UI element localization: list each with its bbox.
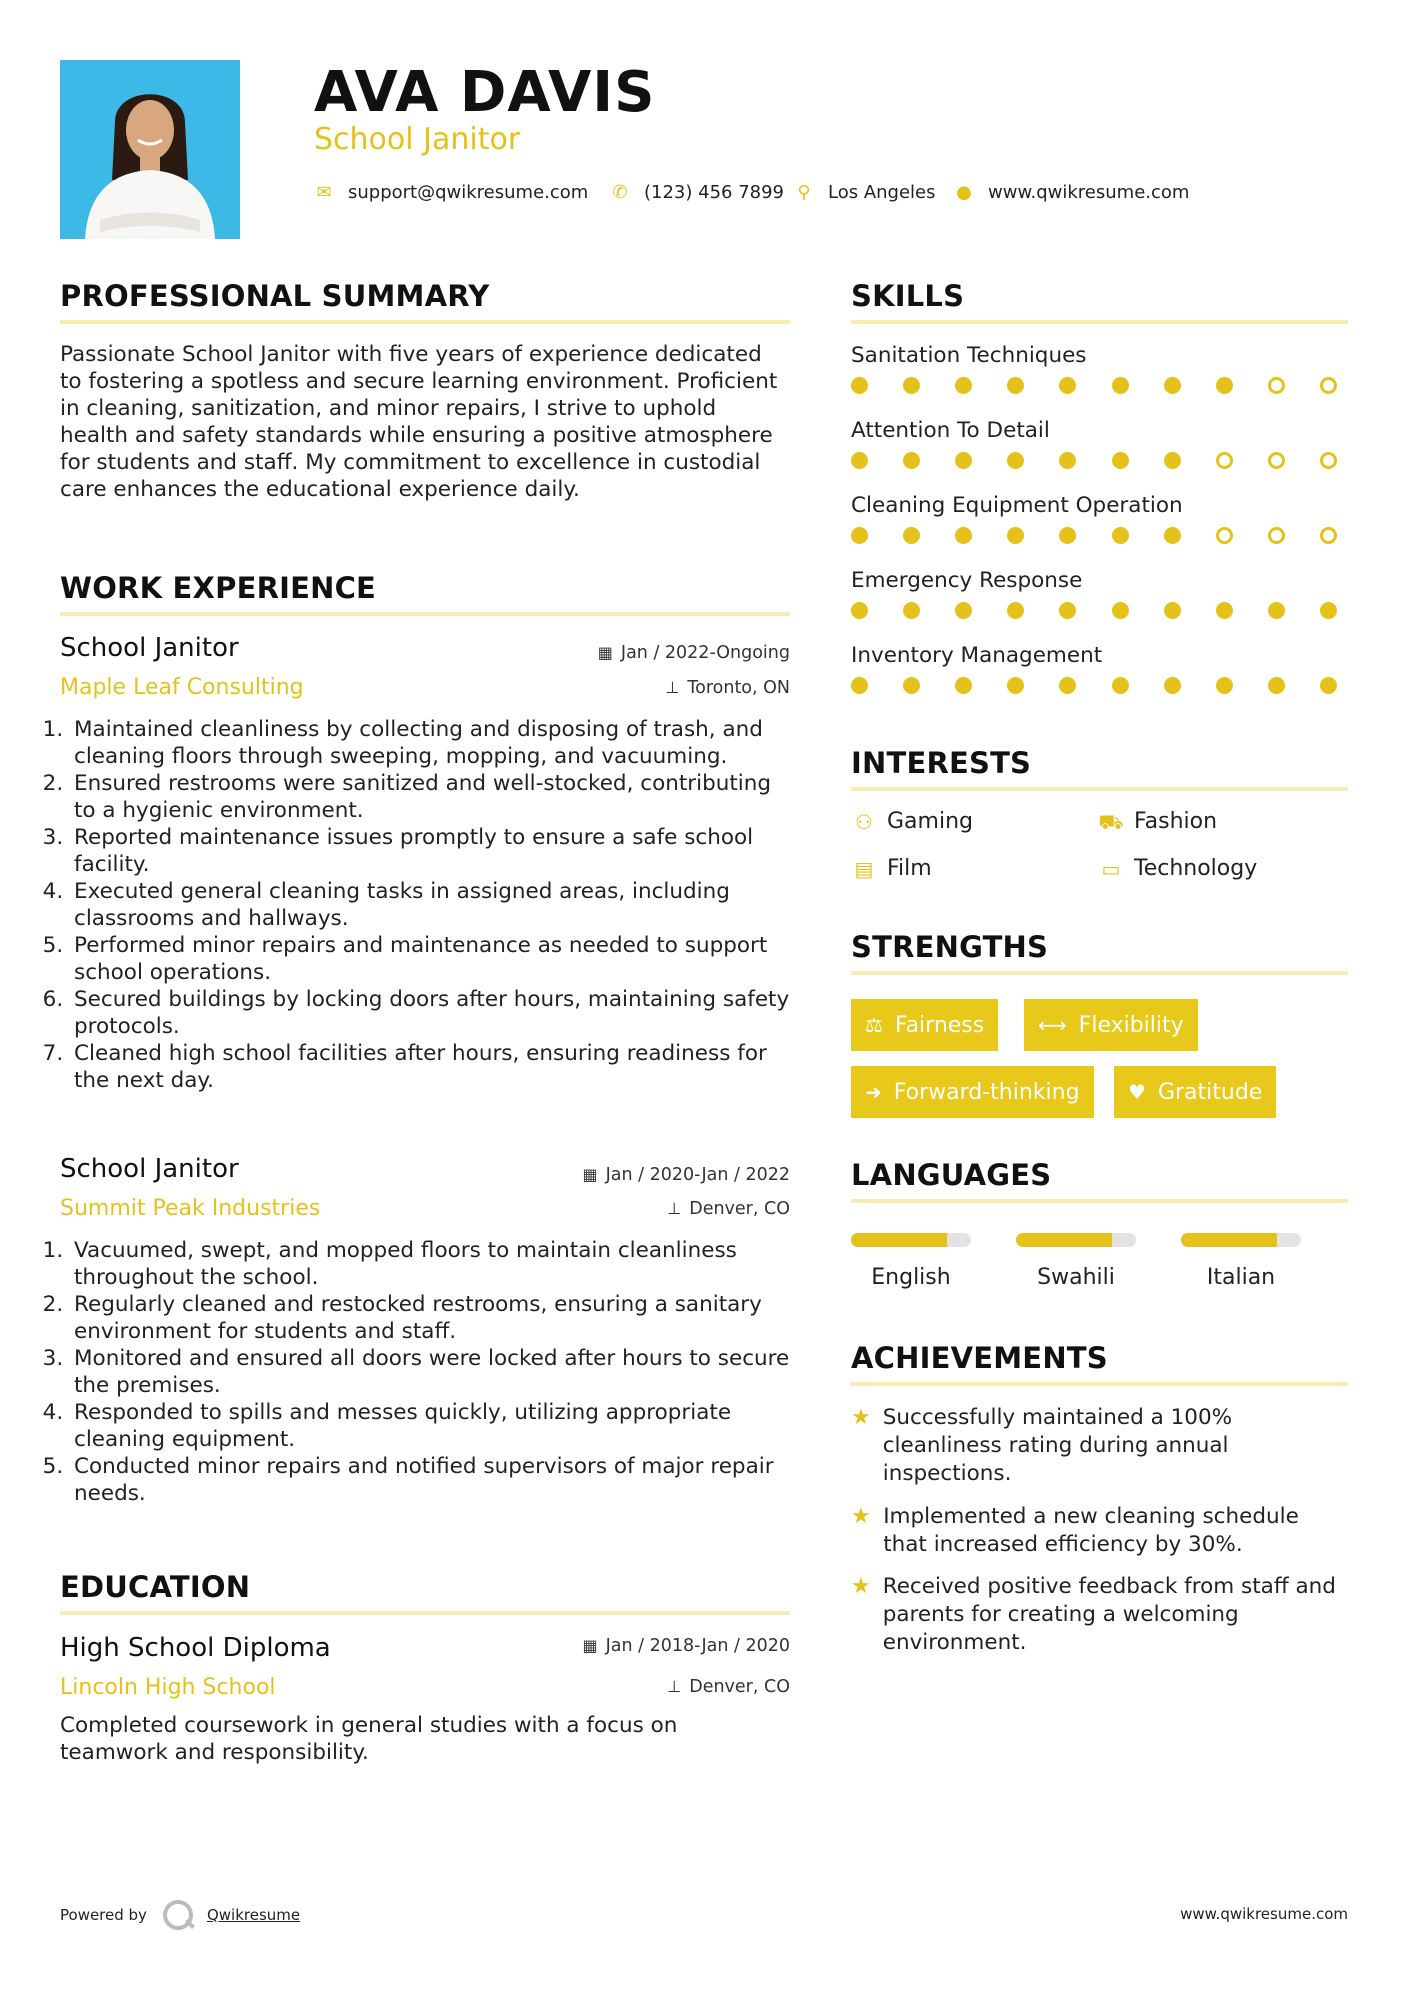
contact-location bbox=[794, 178, 936, 206]
rating-dot-filled bbox=[1216, 377, 1233, 394]
skill-rating bbox=[851, 527, 1337, 544]
star-icon: ★ bbox=[851, 1504, 871, 1529]
rating-dot-filled bbox=[1007, 452, 1024, 469]
achievement-item: ★ Implemented a new cleaning schedule that increased efficiency by 30%. bbox=[851, 1504, 1299, 1557]
duty-item: 4. Responded to spills and messes quickly, utilizing appropriate cleaning equipment. bbox=[70, 1399, 792, 1453]
rating-dot-filled bbox=[903, 677, 920, 694]
interests-divider bbox=[851, 787, 1348, 791]
rating-dot-filled bbox=[1112, 452, 1129, 469]
powered-by-label: Powered by bbox=[60, 1906, 147, 1924]
envelope-icon: ✉ bbox=[316, 181, 332, 203]
location-text: Los Angeles bbox=[828, 181, 936, 203]
phone-icon: ✆ bbox=[612, 181, 628, 203]
language-name: Italian bbox=[1206, 1265, 1276, 1290]
language-item bbox=[1016, 1233, 1136, 1292]
pin-icon: ⊥ bbox=[665, 678, 680, 697]
laptop-icon: ▭ bbox=[1101, 857, 1121, 881]
rating-dot-filled bbox=[903, 527, 920, 544]
rating-dot-empty bbox=[1320, 377, 1337, 394]
job-title-1: School Janitor bbox=[60, 633, 239, 663]
rating-dot-filled bbox=[851, 602, 868, 619]
education-location: ⊥ Denver, CO bbox=[667, 1677, 790, 1697]
skills-heading: SKILLS bbox=[851, 279, 965, 313]
summary-text: Passionate School Janitor with five years of experience dedicated to fostering a spotless and secure learning environment. Proficient in cleaning, sanitization, and minor repairs, I strive to uphold health and safety standards while ensuring a positive atmosphere for students and staff. My commitment to excellence in custodial care enhances the educational experience daily. bbox=[60, 342, 778, 502]
strength-forward-thinking: ➜ Forward-thinking bbox=[851, 1066, 1094, 1118]
rating-dot-empty bbox=[1268, 377, 1285, 394]
rating-dot-empty bbox=[1268, 452, 1285, 469]
duty-item: 2. Ensured restrooms were sanitized and well-stocked, contributing to a hygienic environment. bbox=[70, 770, 792, 824]
skill-row bbox=[851, 417, 1348, 492]
shopping-bag-icon: ⛟ bbox=[1098, 810, 1124, 834]
map-marker-icon: ⚲ bbox=[797, 181, 811, 203]
duties-list-2 bbox=[52, 1237, 792, 1507]
strength-gratitude: ♥ Gratitude bbox=[1114, 1066, 1276, 1118]
education-divider bbox=[60, 1611, 790, 1615]
globe-icon: ● bbox=[956, 181, 972, 203]
rating-dot-filled bbox=[955, 602, 972, 619]
interest-gaming: ⚇ Gaming bbox=[851, 808, 973, 836]
duty-item: 7. Cleaned high school facilities after hours, ensuring readiness for the next day. bbox=[70, 1040, 792, 1094]
contact-email[interactable] bbox=[314, 178, 588, 206]
rating-dot-filled bbox=[1216, 677, 1233, 694]
duty-item: 1. Maintained cleanliness by collecting and disposing of trash, and cleaning floors through sweeping, mopping, and vacuuming. bbox=[70, 716, 792, 770]
duty-item: 6. Secured buildings by locking doors after hours, maintaining safety protocols. bbox=[70, 986, 792, 1040]
achievement-item: ★ Received positive feedback from staff and parents for creating a welcoming environment. bbox=[851, 1574, 1336, 1655]
skill-rating bbox=[851, 452, 1337, 469]
interests-heading: INTERESTS bbox=[851, 746, 1032, 780]
duty-item: 5. Performed minor repairs and maintenance as needed to support school operations. bbox=[70, 932, 792, 986]
arrow-right-icon: ➜ bbox=[865, 1080, 882, 1104]
interest-fashion: ⛟ Fashion bbox=[1098, 809, 1218, 834]
language-name: English bbox=[871, 1265, 951, 1290]
rating-dot-filled bbox=[1007, 677, 1024, 694]
skills-divider bbox=[851, 320, 1348, 324]
film-icon: ▤ bbox=[854, 857, 874, 881]
education-dates: ▦ Jan / 2018-Jan / 2020 bbox=[582, 1636, 790, 1656]
strengths-heading: STRENGTHS bbox=[851, 930, 1049, 964]
heart-icon: ♥ bbox=[1128, 1080, 1146, 1104]
languages-list bbox=[851, 1233, 1348, 1292]
language-level-bar bbox=[1181, 1233, 1301, 1247]
duty-item: 3. Monitored and ensured all doors were locked after hours to secure the premises. bbox=[70, 1345, 792, 1399]
language-level-fill bbox=[851, 1233, 947, 1247]
contact-website[interactable] bbox=[954, 178, 1189, 206]
rating-dot-filled bbox=[955, 527, 972, 544]
skill-name: Sanitation Techniques bbox=[851, 343, 1087, 368]
contact-phone[interactable] bbox=[610, 178, 784, 206]
strength-flexibility: ⟷ Flexibility bbox=[1024, 999, 1198, 1051]
candidate-title: School Janitor bbox=[314, 122, 521, 157]
company-1: Maple Leaf Consulting bbox=[60, 675, 304, 700]
rating-dot-filled bbox=[1007, 602, 1024, 619]
rating-dot-filled bbox=[955, 452, 972, 469]
interest-technology: ▭ Technology bbox=[1098, 855, 1257, 883]
rating-dot-filled bbox=[1320, 602, 1337, 619]
duty-item: 3. Reported maintenance issues promptly to ensure a safe school facility. bbox=[70, 824, 792, 878]
education-heading: EDUCATION bbox=[60, 1570, 251, 1604]
skill-rating bbox=[851, 377, 1337, 394]
rating-dot-filled bbox=[851, 677, 868, 694]
interest-film: ▤ Film bbox=[851, 855, 932, 883]
skill-row bbox=[851, 492, 1348, 567]
skills-list bbox=[851, 342, 1348, 717]
duty-item: 2. Regularly cleaned and restocked restrooms, ensuring a sanitary environment for students and staff. bbox=[70, 1291, 792, 1345]
footer-branding bbox=[60, 1900, 300, 1930]
phone-text: (123) 456 7899 bbox=[644, 181, 785, 203]
rating-dot-filled bbox=[1320, 677, 1337, 694]
duties-list-1 bbox=[52, 716, 792, 1094]
language-name: Swahili bbox=[1037, 1265, 1115, 1290]
rating-dot-filled bbox=[1112, 377, 1129, 394]
calendar-icon: ▦ bbox=[597, 643, 613, 662]
rating-dot-filled bbox=[1164, 602, 1181, 619]
rating-dot-filled bbox=[851, 527, 868, 544]
rating-dot-filled bbox=[903, 602, 920, 619]
rating-dot-filled bbox=[1059, 452, 1076, 469]
rating-dot-filled bbox=[1164, 377, 1181, 394]
rating-dot-empty bbox=[1268, 527, 1285, 544]
achievement-item: ★ Successfully maintained a 100% cleanliness rating during annual inspections. bbox=[851, 1405, 1233, 1486]
skill-name: Inventory Management bbox=[851, 643, 1103, 668]
rating-dot-filled bbox=[1112, 527, 1129, 544]
rating-dot-filled bbox=[1164, 527, 1181, 544]
duty-item: 4. Executed general cleaning tasks in assigned areas, including classrooms and hallways. bbox=[70, 878, 792, 932]
duty-item: 5. Conducted minor repairs and notified supervisors of major repair needs. bbox=[70, 1453, 792, 1507]
job-location-1: ⊥ Toronto, ON bbox=[665, 678, 790, 698]
skill-rating bbox=[851, 677, 1337, 694]
achievements-heading: ACHIEVEMENTS bbox=[851, 1341, 1108, 1375]
qwikresume-logo-icon bbox=[163, 1900, 193, 1930]
job-title-2: School Janitor bbox=[60, 1154, 239, 1184]
skill-name: Attention To Detail bbox=[851, 418, 1050, 443]
language-level-bar bbox=[851, 1233, 971, 1247]
rating-dot-filled bbox=[955, 377, 972, 394]
star-icon: ★ bbox=[851, 1574, 871, 1599]
rating-dot-filled bbox=[1007, 527, 1024, 544]
rating-dot-empty bbox=[1216, 527, 1233, 544]
rating-dot-filled bbox=[1059, 677, 1076, 694]
rating-dot-filled bbox=[1268, 677, 1285, 694]
experience-divider bbox=[60, 612, 790, 616]
rating-dot-filled bbox=[903, 452, 920, 469]
language-level-fill bbox=[1016, 1233, 1112, 1247]
job-dates-2: ▦ Jan / 2020-Jan / 2022 bbox=[582, 1165, 790, 1185]
brand-link[interactable]: Qwikresume bbox=[206, 1906, 301, 1924]
calendar-icon: ▦ bbox=[582, 1165, 598, 1184]
languages-heading: LANGUAGES bbox=[851, 1158, 1052, 1192]
arrows-horizontal-icon: ⟷ bbox=[1038, 1013, 1067, 1037]
rating-dot-empty bbox=[1320, 527, 1337, 544]
balance-scale-icon: ⚖ bbox=[865, 1013, 883, 1037]
duty-item: 1. Vacuumed, swept, and mopped floors to maintain cleanliness throughout the school. bbox=[70, 1237, 792, 1291]
rating-dot-filled bbox=[1059, 602, 1076, 619]
experience-heading: WORK EXPERIENCE bbox=[60, 571, 377, 605]
skill-name: Emergency Response bbox=[851, 568, 1083, 593]
rating-dot-filled bbox=[1268, 602, 1285, 619]
candidate-name: AVA DAVIS bbox=[314, 60, 656, 125]
summary-heading: PROFESSIONAL SUMMARY bbox=[60, 279, 490, 313]
rating-dot-filled bbox=[851, 377, 868, 394]
rating-dot-filled bbox=[955, 677, 972, 694]
calendar-icon: ▦ bbox=[582, 1636, 598, 1655]
gamepad-icon: ⚇ bbox=[855, 810, 873, 834]
summary-divider bbox=[60, 320, 790, 324]
pin-icon: ⊥ bbox=[667, 1677, 682, 1696]
rating-dot-filled bbox=[903, 377, 920, 394]
job-dates-1: ▦ Jan / 2022-Ongoing bbox=[597, 643, 790, 663]
skill-row bbox=[851, 567, 1348, 642]
rating-dot-filled bbox=[1164, 677, 1181, 694]
rating-dot-filled bbox=[851, 452, 868, 469]
strengths-divider bbox=[851, 971, 1348, 975]
school-name: Lincoln High School bbox=[60, 1675, 276, 1700]
education-description: Completed coursework in general studies with a focus on teamwork and responsibility. bbox=[60, 1713, 678, 1765]
email-text: support@qwikresume.com bbox=[348, 181, 589, 203]
skill-row bbox=[851, 642, 1348, 717]
skill-row bbox=[851, 342, 1348, 417]
rating-dot-filled bbox=[1112, 602, 1129, 619]
profile-photo bbox=[60, 60, 240, 239]
rating-dot-filled bbox=[1112, 677, 1129, 694]
star-icon: ★ bbox=[851, 1405, 871, 1430]
languages-divider bbox=[851, 1199, 1348, 1203]
rating-dot-filled bbox=[1007, 377, 1024, 394]
achievements-divider bbox=[851, 1382, 1348, 1386]
rating-dot-filled bbox=[1164, 452, 1181, 469]
rating-dot-filled bbox=[1059, 527, 1076, 544]
website-text: www.qwikresume.com bbox=[988, 181, 1190, 203]
degree-title: High School Diploma bbox=[60, 1633, 331, 1663]
job-location-2: ⊥ Denver, CO bbox=[667, 1199, 790, 1219]
language-level-fill bbox=[1181, 1233, 1277, 1247]
company-2: Summit Peak Industries bbox=[60, 1196, 321, 1221]
rating-dot-empty bbox=[1320, 452, 1337, 469]
rating-dot-filled bbox=[1059, 377, 1076, 394]
language-level-bar bbox=[1016, 1233, 1136, 1247]
skill-name: Cleaning Equipment Operation bbox=[851, 493, 1183, 518]
pin-icon: ⊥ bbox=[667, 1199, 682, 1218]
rating-dot-empty bbox=[1216, 452, 1233, 469]
language-item bbox=[1181, 1233, 1301, 1292]
language-item bbox=[851, 1233, 971, 1292]
skill-rating bbox=[851, 602, 1337, 619]
rating-dot-filled bbox=[1216, 602, 1233, 619]
strength-fairness: ⚖ Fairness bbox=[851, 999, 998, 1051]
footer-url[interactable]: www.qwikresume.com bbox=[1180, 1905, 1348, 1923]
